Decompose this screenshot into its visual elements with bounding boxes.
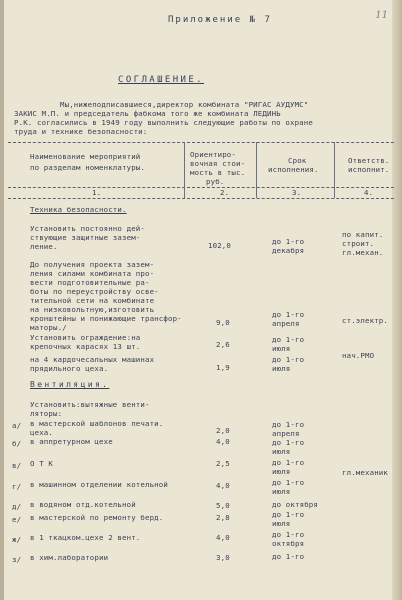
col-number: 4. [364,188,374,197]
row-cost: 1,9 [216,363,230,372]
row-text: Установить ограждение:на [30,333,141,342]
vent-deadline: апреля [272,429,300,438]
vent-text: О Т К [30,459,53,468]
vent-mark: д/ [12,502,22,511]
row-deadline: до 1-го [272,237,305,246]
row-deadline: до 1-го [272,335,305,344]
vent-deadline: октября [272,539,305,548]
vent-text: в аппретурном цехе [30,437,113,446]
row-resp: строит. [342,239,375,248]
row-cost: 102,0 [208,241,231,250]
vent-intro: Установить:вытяжные венти- [30,400,150,409]
row-text: До получения проекта зазем- [30,260,155,269]
row-text: боты по переустройству осве- [30,287,159,296]
row-cost: 9,0 [216,318,230,327]
vent-text: в мастерской шаблонов печати. [30,419,164,428]
header-col2: руб. [206,177,225,186]
vent-deadline: июля [272,447,291,456]
table-col-divider [256,142,257,198]
binding-edge [0,0,4,600]
vent-cost: 2,0 [216,426,230,435]
table-col-divider [184,142,185,198]
vent-deadline: до 1-го [272,530,305,539]
document-title: СОГЛАШЕНИЕ. [118,75,205,85]
header-col3: исполнения. [268,165,319,174]
intro-line: труда и технике безопасности: [14,127,148,136]
section-heading: Вентиляция. [30,380,110,389]
intro-line: Р.К. согласились в 1949 году выполнить следующие работы по охране [14,118,313,127]
vent-cost: 4,0 [216,533,230,542]
page-number: 11 [375,10,388,21]
vent-deadline: до 1-го [272,458,305,467]
row-deadline: апреля [272,319,300,328]
row-deadline: декабря [272,246,305,255]
header-col2: Ориентиро- [190,150,236,159]
row-text: на 4 кардочесальных машинах [30,355,155,364]
vent-text: в машинном отделении котельной [30,480,168,489]
header-col1: по разделам номенклатуры. [30,163,145,172]
appendix-label: Приложение № 7 [168,15,272,25]
col-number: 3. [292,188,302,197]
table-col-divider [334,142,335,198]
header-col2: мость в тыс. [190,168,246,177]
table-top-rule [8,142,394,143]
vent-deadline: до 1-го [272,438,305,447]
vent-deadline: июля [272,519,291,528]
vent-mark: в/ [12,461,22,470]
header-col4: исполнит. [348,165,390,174]
row-text: Установить постоянно дей- [30,224,145,233]
row-deadline: июля [272,344,291,353]
vent-mark: б/ [12,439,22,448]
section-heading: Техника безопасности. [30,205,127,214]
intro-line: ЗАКИС М.П. и председатель фабкома того же комбината ЛЕДИНЬ [14,109,281,118]
vent-deadline: до 1-го [272,478,305,487]
row-text: ления силами комбината про- [30,269,155,278]
vent-deadline: до 1-го [272,552,305,561]
col-number: 1. [92,188,102,197]
table-number-rule [8,198,394,199]
vent-mark: ж/ [12,535,22,544]
row-text: вести подготовительные ра- [30,278,150,287]
row-text: крепочных карасях 13 шт. [30,342,141,351]
vent-responsible: гл.механик [342,468,388,477]
vent-cost: 2,8 [216,513,230,522]
row-text: ление. [30,242,58,251]
vent-text: цеха. [30,428,53,437]
table-header-rule [8,187,394,188]
intro-line: Мы,нижеподписавшиеся,директор комбината "РИГАС АУДУМС" [14,100,309,109]
vent-intro: ляторы: [30,409,63,418]
row-deadline: до 1-го [272,355,305,364]
vent-text: в водяном отд.котельной [30,500,136,509]
vent-mark: г/ [12,482,22,491]
row-text: тительной сети на комбинате [30,296,155,305]
row-text: на низковольтную,изготовить [30,305,155,314]
header-col2: вочная стои- [190,159,246,168]
row-text: маторы./ [30,323,67,332]
vent-text: в 1 ткацком.цехе 2 вент. [30,533,141,542]
row-deadline: июля [272,364,291,373]
row-deadline: до 1-го [272,310,305,319]
row-resp: гл.механ. [342,248,384,257]
vent-cost: 5,0 [216,501,230,510]
row-cost: 2,6 [216,340,230,349]
vent-deadline: июля [272,487,291,496]
row-resp: нач.РМО [342,351,375,360]
vent-text: в хим.лаборатории [30,553,109,562]
row-resp: по капит. [342,230,384,239]
vent-cost: 4,0 [216,437,230,446]
vent-mark: з/ [12,555,22,564]
row-text: ствующие защитные зазем- [30,233,141,242]
vent-cost: 3,0 [216,553,230,562]
vent-cost: 4,0 [216,481,230,490]
row-text: прядильного цеха. [30,364,109,373]
vent-deadline: июля [272,467,291,476]
vent-mark: а/ [12,421,22,430]
vent-deadline: до 1-го [272,510,305,519]
header-col4: Ответств. [348,156,390,165]
vent-mark: е/ [12,515,22,524]
col-number: 2. [220,188,230,197]
vent-deadline: до октября [272,500,318,509]
vent-cost: 2,5 [216,459,230,468]
header-col1: Наименование мероприятий [30,152,141,161]
row-text: кронштейны и понижающие трансфор- [30,314,182,323]
vent-deadline: до 1-го [272,420,305,429]
page-right-edge [392,0,402,600]
vent-text: в мастерской по ремонту берд. [30,513,164,522]
header-col3: Срок [288,156,307,165]
row-resp: ст.электр. [342,316,388,325]
